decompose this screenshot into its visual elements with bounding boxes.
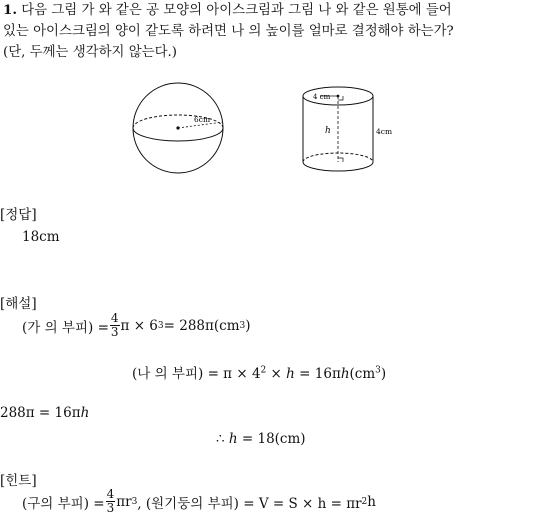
eq4-h: h	[228, 431, 238, 447]
eq2-left: (나 의 부피) = π × 4	[132, 366, 261, 382]
eq4-rest: = 18(cm)	[237, 431, 306, 447]
eq2-h2: h	[340, 366, 350, 382]
eq2-mid: ×	[266, 366, 287, 382]
hint-exp2: 2	[361, 496, 368, 507]
hint-heading: [힌트]	[0, 473, 37, 489]
cylinder-figure	[303, 87, 392, 171]
eq2-close: )	[380, 366, 387, 382]
hint-frac-den: 3	[106, 501, 115, 515]
explanation-heading: [해설]	[0, 296, 37, 312]
problem-line-3: (단, 두께는 생각하지 않는다.)	[3, 45, 178, 60]
eq3-a: 288π = 16π	[0, 405, 81, 421]
eq1-close: )	[245, 317, 251, 334]
eq2-eq: = 16π	[294, 366, 341, 382]
eq2-h: h	[286, 366, 295, 382]
eq1-right-a: π × 6	[120, 317, 158, 334]
hint-formula	[22, 488, 376, 515]
eq1-right-b: = 288π(cm	[163, 317, 240, 334]
therefore-symbol: ∴	[216, 431, 229, 447]
sphere-figure	[133, 83, 223, 173]
eq2-unit-exp: 3	[375, 365, 381, 376]
problem-text-1: 다음 그림 가 와 같은 공 모양의 아이스크림과 그림 나 와 같은 원통에 들어	[21, 3, 452, 18]
cylinder-radius-label: 4 cm	[313, 93, 331, 101]
equation-cylinder-volume	[132, 362, 386, 382]
eq1-fraction	[110, 312, 120, 339]
hint-fraction	[106, 488, 116, 515]
problem-line-1	[3, 0, 452, 21]
answer-heading: [정답]	[0, 207, 37, 223]
problem-line-2: 있는 아이스크림의 양이 같도록 하려면 나 의 높이를 얼마로 결정해야 하는가?	[3, 24, 454, 39]
hint-right-b: , (원기둥의 부피) = V = S × h = πr	[137, 495, 362, 512]
answer-value: 18cm	[22, 229, 60, 245]
hint-exp: 3	[131, 496, 138, 507]
sphere-radius-label: 6cm	[194, 115, 211, 124]
eq3-h: h	[80, 405, 90, 421]
hint-left: (구의 부피) =	[22, 495, 105, 512]
eq2-unit: (cm	[349, 366, 376, 382]
equation-result	[216, 431, 306, 447]
eq2-exp: 2	[260, 365, 267, 376]
problem-number: 1.	[3, 2, 17, 18]
eq1-exp: 3	[157, 320, 164, 331]
hint-right-c: h	[367, 493, 376, 510]
figure-sphere-and-cylinder	[120, 78, 420, 178]
hint-frac-num: 4	[106, 487, 115, 501]
cylinder-side-label: 4cm	[376, 127, 393, 136]
eq1-unit-exp: 3	[239, 320, 246, 331]
equation-sphere-volume	[22, 312, 251, 339]
cylinder-height-label: h	[325, 126, 331, 136]
hint-right-a: πr	[116, 493, 132, 510]
eq1-frac-num: 4	[110, 311, 119, 325]
eq1-frac-den: 3	[110, 325, 119, 339]
eq1-left: (가 의 부피) =	[22, 319, 109, 336]
equation-equate	[0, 405, 89, 421]
